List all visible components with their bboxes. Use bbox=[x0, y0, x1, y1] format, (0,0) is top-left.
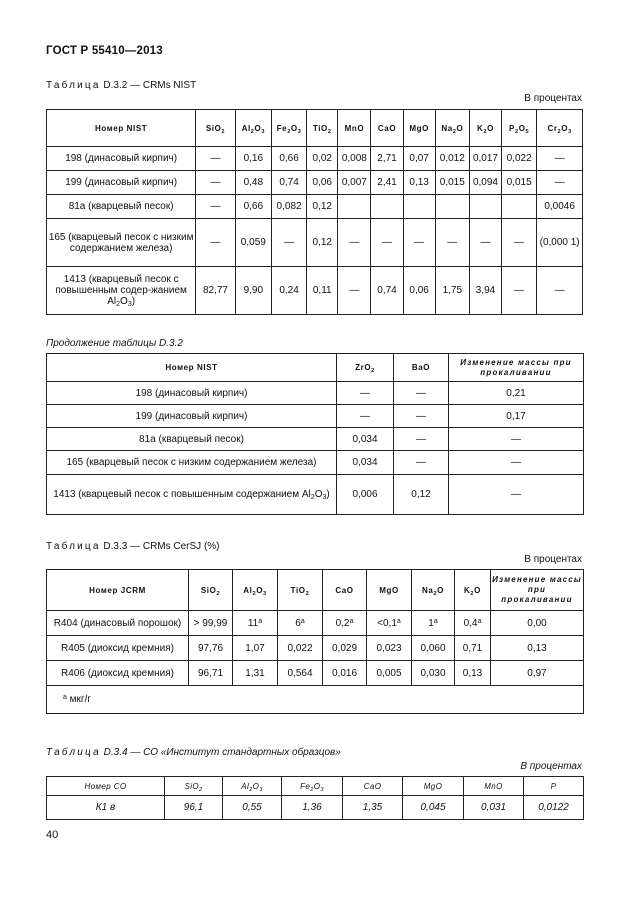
page-number: 40 bbox=[46, 829, 59, 841]
cell bbox=[435, 195, 469, 219]
cell: — bbox=[537, 147, 583, 171]
cell: 0,12 bbox=[307, 219, 338, 267]
table-row bbox=[47, 611, 584, 636]
cell: (0,000 1) bbox=[537, 219, 583, 267]
col-header: $Cr_2O_3$ bbox=[537, 110, 583, 147]
cell: 198 (динасовый кирпич) bbox=[47, 382, 337, 405]
cell: 0,034 bbox=[337, 428, 394, 451]
cell: 0,06 bbox=[403, 267, 435, 315]
cell: 0,017 bbox=[469, 147, 501, 171]
col-header: $Fe_2O_3$ bbox=[271, 110, 306, 147]
col-header: TiO$_2$ bbox=[278, 570, 323, 611]
cell: 0,082 bbox=[271, 195, 306, 219]
cell: 165 (кварцевый песок с низким содержанием железа) bbox=[47, 219, 196, 267]
cell: 9,90 bbox=[235, 267, 271, 315]
table-row bbox=[47, 195, 583, 219]
cell: 1,31 bbox=[233, 661, 278, 686]
col-header: $Na_2O$ bbox=[435, 110, 469, 147]
cell: 0,059 bbox=[235, 219, 271, 267]
cell: 0,0046 bbox=[537, 195, 583, 219]
cell: 0,030 bbox=[412, 661, 455, 686]
caption-rest: D.3.3 — CRMs CerSJ (%) bbox=[100, 541, 220, 552]
cell: 1,35 bbox=[343, 796, 403, 820]
cell: — bbox=[394, 451, 449, 475]
cell: 0,015 bbox=[435, 171, 469, 195]
table-row bbox=[47, 382, 584, 405]
cell: 0,16 bbox=[235, 147, 271, 171]
cell: 81а (кварцевый песок) bbox=[47, 428, 337, 451]
cell: 165 (кварцевый песок с низким содержанием железа) bbox=[47, 451, 337, 475]
cell: 0,012 bbox=[435, 147, 469, 171]
caption-word: Таблица bbox=[46, 747, 101, 758]
cell: 0,48 bbox=[235, 171, 271, 195]
cell: — bbox=[338, 267, 371, 315]
caption-word: Таблица bbox=[46, 541, 101, 552]
table-row bbox=[47, 636, 584, 661]
col-header: $Al_2O_3$ bbox=[235, 110, 271, 147]
cell: 0,06 bbox=[307, 171, 338, 195]
cell: > 99,99 bbox=[189, 611, 233, 636]
cell: — bbox=[394, 382, 449, 405]
cell: — bbox=[449, 428, 584, 451]
col-header: Номер СО bbox=[47, 777, 165, 796]
col-header: MgO bbox=[403, 777, 464, 796]
cell: 0,13 bbox=[403, 171, 435, 195]
document-header: ГОСТ Р 55410—2013 bbox=[46, 45, 163, 57]
table-d32-units: В процентах bbox=[524, 93, 582, 104]
cell: 1,75 bbox=[435, 267, 469, 315]
cell: 1413 (кварцевый песок с повышенным содер-жанием $Al_2O_3$) bbox=[47, 267, 196, 315]
col-header: SiO$_2$ bbox=[189, 570, 233, 611]
table-footnote: $^а$ мкг/г bbox=[47, 686, 584, 714]
cell: 0,02 bbox=[307, 147, 338, 171]
cell: 0,005 bbox=[367, 661, 412, 686]
cell: 0,55 bbox=[223, 796, 282, 820]
cell: 0,094 bbox=[469, 171, 501, 195]
col-header: $Al_2O_3$ bbox=[233, 570, 278, 611]
table-row bbox=[47, 796, 584, 820]
cell: 0,74 bbox=[271, 171, 306, 195]
cell: 0,00 bbox=[491, 611, 584, 636]
cell: 1,07 bbox=[233, 636, 278, 661]
table-d34-caption bbox=[46, 747, 341, 758]
table-row bbox=[47, 219, 583, 267]
col-header: $P_2O_5$ bbox=[502, 110, 537, 147]
cell: 0,11 bbox=[307, 267, 338, 315]
cell: — bbox=[196, 147, 235, 171]
col-header: CaO bbox=[323, 570, 367, 611]
cell: 0,034 bbox=[337, 451, 394, 475]
cell bbox=[502, 195, 537, 219]
cell: 0,022 bbox=[278, 636, 323, 661]
cell: — bbox=[469, 219, 501, 267]
cell: — bbox=[196, 195, 235, 219]
col-header: Номер JCRM bbox=[47, 570, 189, 611]
col-header: ZrO$_2$ bbox=[337, 354, 394, 382]
table-footnote-row bbox=[47, 686, 584, 714]
cell: 0,13 bbox=[455, 661, 491, 686]
cell bbox=[371, 195, 403, 219]
cell bbox=[469, 195, 501, 219]
cell: 0,564 bbox=[278, 661, 323, 686]
col-header: MnO bbox=[464, 777, 524, 796]
cell: $1^а$ bbox=[412, 611, 455, 636]
cell: — bbox=[371, 219, 403, 267]
cell: 0,045 bbox=[403, 796, 464, 820]
cell: 0,71 bbox=[455, 636, 491, 661]
col-header: $Na_2O$ bbox=[412, 570, 455, 611]
table-row bbox=[47, 475, 584, 515]
cell bbox=[403, 195, 435, 219]
table-d32-continuation bbox=[46, 353, 584, 515]
col-header: P bbox=[524, 777, 584, 796]
col-header: MnO bbox=[338, 110, 371, 147]
cell: 0,060 bbox=[412, 636, 455, 661]
table-d34 bbox=[46, 776, 584, 820]
cell: 96,1 bbox=[165, 796, 223, 820]
cell: 0,97 bbox=[491, 661, 584, 686]
cell: 97,76 bbox=[189, 636, 233, 661]
cell: 0,008 bbox=[338, 147, 371, 171]
cell: 0,022 bbox=[502, 147, 537, 171]
table-header-row bbox=[47, 777, 584, 796]
table-row bbox=[47, 451, 584, 475]
cell: 0,007 bbox=[338, 171, 371, 195]
table-d32-caption bbox=[46, 80, 196, 91]
cell: 0,17 bbox=[449, 405, 584, 428]
col-header: Изменение массы при прокаливании bbox=[449, 354, 584, 382]
table-d33-units: В процентах bbox=[524, 554, 582, 565]
cell: 0,66 bbox=[235, 195, 271, 219]
cell: — bbox=[271, 219, 306, 267]
cell: К1 в bbox=[47, 796, 165, 820]
cell: — bbox=[337, 382, 394, 405]
cell: 3,94 bbox=[469, 267, 501, 315]
cell: 0,74 bbox=[371, 267, 403, 315]
col-header: SiO$_2$ bbox=[165, 777, 223, 796]
cell: 0,015 bbox=[502, 171, 537, 195]
col-header: MgO bbox=[367, 570, 412, 611]
cell: 0,24 bbox=[271, 267, 306, 315]
caption-rest: D.3.4 — СО «Институт стандартных образцов» bbox=[100, 747, 341, 758]
table-row bbox=[47, 171, 583, 195]
cell: 199 (динасовый кирпич) bbox=[47, 171, 196, 195]
col-header: $K_2O$ bbox=[469, 110, 501, 147]
cell: R404 (динасовый порошок) bbox=[47, 611, 189, 636]
table-header-row bbox=[47, 110, 583, 147]
cell: — bbox=[338, 219, 371, 267]
cell: 0,031 bbox=[464, 796, 524, 820]
cell: 0,12 bbox=[394, 475, 449, 515]
cell: 1,36 bbox=[282, 796, 343, 820]
cell: 0,66 bbox=[271, 147, 306, 171]
col-header: CaO bbox=[371, 110, 403, 147]
cell: 96,71 bbox=[189, 661, 233, 686]
col-header: CaO bbox=[343, 777, 403, 796]
cell: 0,21 bbox=[449, 382, 584, 405]
col-header: $Fe_2O_3$ bbox=[282, 777, 343, 796]
cell: 0,006 bbox=[337, 475, 394, 515]
col-header: Номер NIST bbox=[47, 354, 337, 382]
caption-rest: D.3.2 — CRMs NIST bbox=[100, 80, 197, 91]
cell: — bbox=[502, 219, 537, 267]
table-header-row bbox=[47, 354, 584, 382]
col-header: Номер NIST bbox=[47, 110, 196, 147]
cell: 82,77 bbox=[196, 267, 235, 315]
cell: $<0,1^а$ bbox=[367, 611, 412, 636]
table-row bbox=[47, 147, 583, 171]
cell: 198 (динасовый кирпич) bbox=[47, 147, 196, 171]
table-row bbox=[47, 661, 584, 686]
cell: 199 (динасовый кирпич) bbox=[47, 405, 337, 428]
table-row bbox=[47, 428, 584, 451]
cell: $0,2^а$ bbox=[323, 611, 367, 636]
cell: — bbox=[537, 267, 583, 315]
cell: 0,07 bbox=[403, 147, 435, 171]
cell: $0,4^а$ bbox=[455, 611, 491, 636]
cell: 0,0122 bbox=[524, 796, 584, 820]
cell: 2,71 bbox=[371, 147, 403, 171]
table-d32-cont-caption: Продолжение таблицы D.3.2 bbox=[46, 338, 183, 349]
cell: 0,029 bbox=[323, 636, 367, 661]
cell: — bbox=[537, 171, 583, 195]
col-header: MgO bbox=[403, 110, 435, 147]
cell: 0,016 bbox=[323, 661, 367, 686]
caption-word: Таблица bbox=[46, 80, 101, 91]
col-header: $Al_2O_3$ bbox=[223, 777, 282, 796]
table-d33-caption bbox=[46, 541, 220, 552]
cell: — bbox=[449, 451, 584, 475]
cell: $6^а$ bbox=[278, 611, 323, 636]
cell: 0,023 bbox=[367, 636, 412, 661]
cell: $11^а$ bbox=[233, 611, 278, 636]
table-d33 bbox=[46, 569, 584, 714]
cell: — bbox=[196, 171, 235, 195]
cell: — bbox=[196, 219, 235, 267]
cell: 0,13 bbox=[491, 636, 584, 661]
cell: 1413 (кварцевый песок с повышенным содержанием $Al_2O_3$) bbox=[47, 475, 337, 515]
cell: 81а (кварцевый песок) bbox=[47, 195, 196, 219]
table-row bbox=[47, 267, 583, 315]
table-header-row bbox=[47, 570, 584, 611]
cell: R405 (диоксид кремния) bbox=[47, 636, 189, 661]
cell: — bbox=[435, 219, 469, 267]
cell: — bbox=[394, 428, 449, 451]
col-header: SiO$_2$ bbox=[196, 110, 235, 147]
col-header: BaO bbox=[394, 354, 449, 382]
cell: R406 (диоксид кремния) bbox=[47, 661, 189, 686]
cell: — bbox=[403, 219, 435, 267]
cell: 2,41 bbox=[371, 171, 403, 195]
cell: — bbox=[502, 267, 537, 315]
table-row bbox=[47, 405, 584, 428]
table-d34-units: В процентах bbox=[520, 761, 582, 772]
cell: 0,12 bbox=[307, 195, 338, 219]
cell: — bbox=[449, 475, 584, 515]
cell: — bbox=[337, 405, 394, 428]
col-header: Изменение массы при прокаливании bbox=[491, 570, 584, 611]
col-header: TiO$_2$ bbox=[307, 110, 338, 147]
table-d32 bbox=[46, 109, 583, 315]
cell bbox=[338, 195, 371, 219]
cell: — bbox=[394, 405, 449, 428]
col-header: $K_2O$ bbox=[455, 570, 491, 611]
